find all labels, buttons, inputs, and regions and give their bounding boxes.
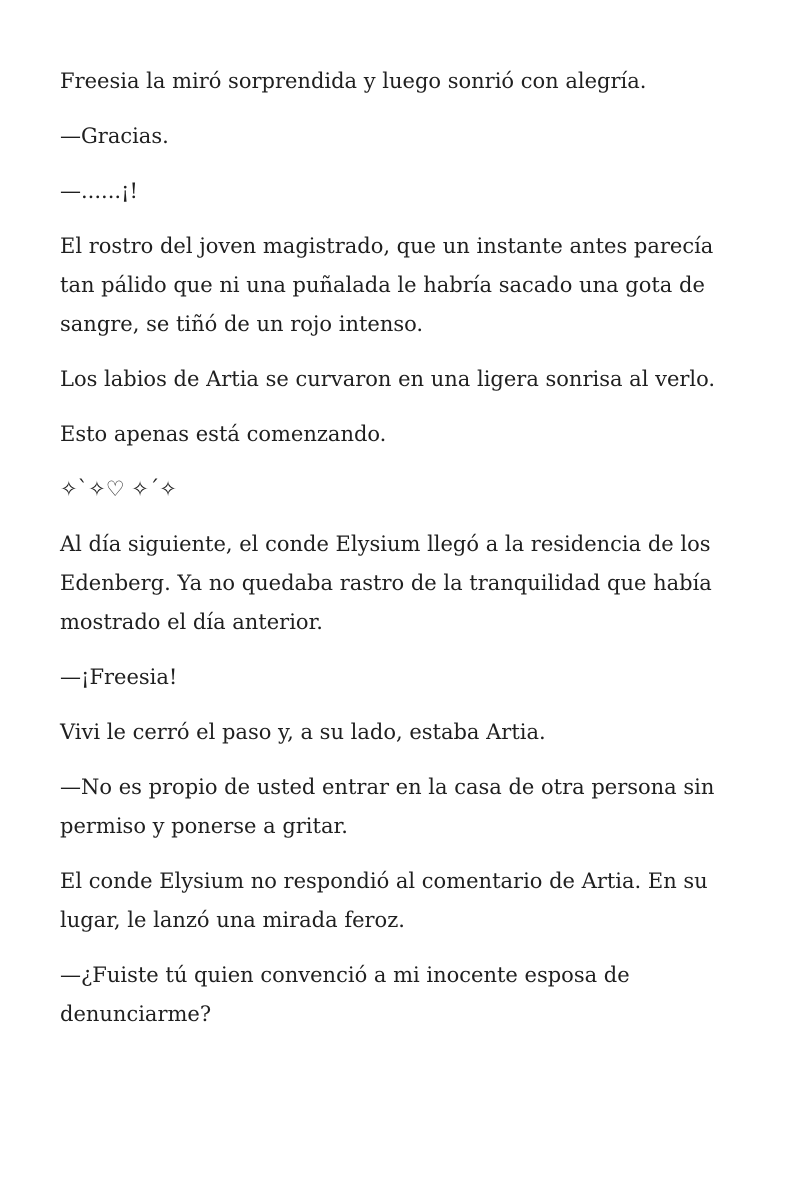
paragraph-8: —¡Freesia! [60,665,178,689]
paragraph-5: Los labios de Artia se curvaron en una ligera sonrisa al verlo. [60,367,716,391]
paragraph-2: —Gracias. [60,124,169,148]
paragraph-6: Esto apenas está comenzando. [60,422,387,446]
paragraph-3: —......¡! [60,179,138,203]
paragraph-10: —No es propio de usted entrar en la casa de otra persona sin permiso y ponerse a gritar. [60,775,715,838]
paragraph-9: Vivi le cerró el paso y, a su lado, estaba Artia. [60,720,546,744]
paragraph-4: El rostro del joven magistrado, que un instante antes parecía tan pálido que ni una puñalada le habría sacado una gota de sangre, se tiñó de un rojo intenso. [60,234,714,336]
paragraph-1: Freesia la miró sorprendida y luego sonrió con alegría. [60,69,647,93]
reading-page [60,62,750,1050]
paragraph-7: Al día siguiente, el conde Elysium llegó a la residencia de los Edenberg. Ya no quedaba rastro de la tranquilidad que había mostrado el día anterior. [60,532,712,634]
paragraph-11: El conde Elysium no respondió al comentario de Artia. En su lugar, le lanzó una mirada feroz. [60,869,708,932]
scene-divider: ✧`✧♡ ✧´✧ [60,477,177,501]
paragraph-12: —¿Fuiste tú quien convenció a mi inocente esposa de denunciarme? [60,963,630,1026]
